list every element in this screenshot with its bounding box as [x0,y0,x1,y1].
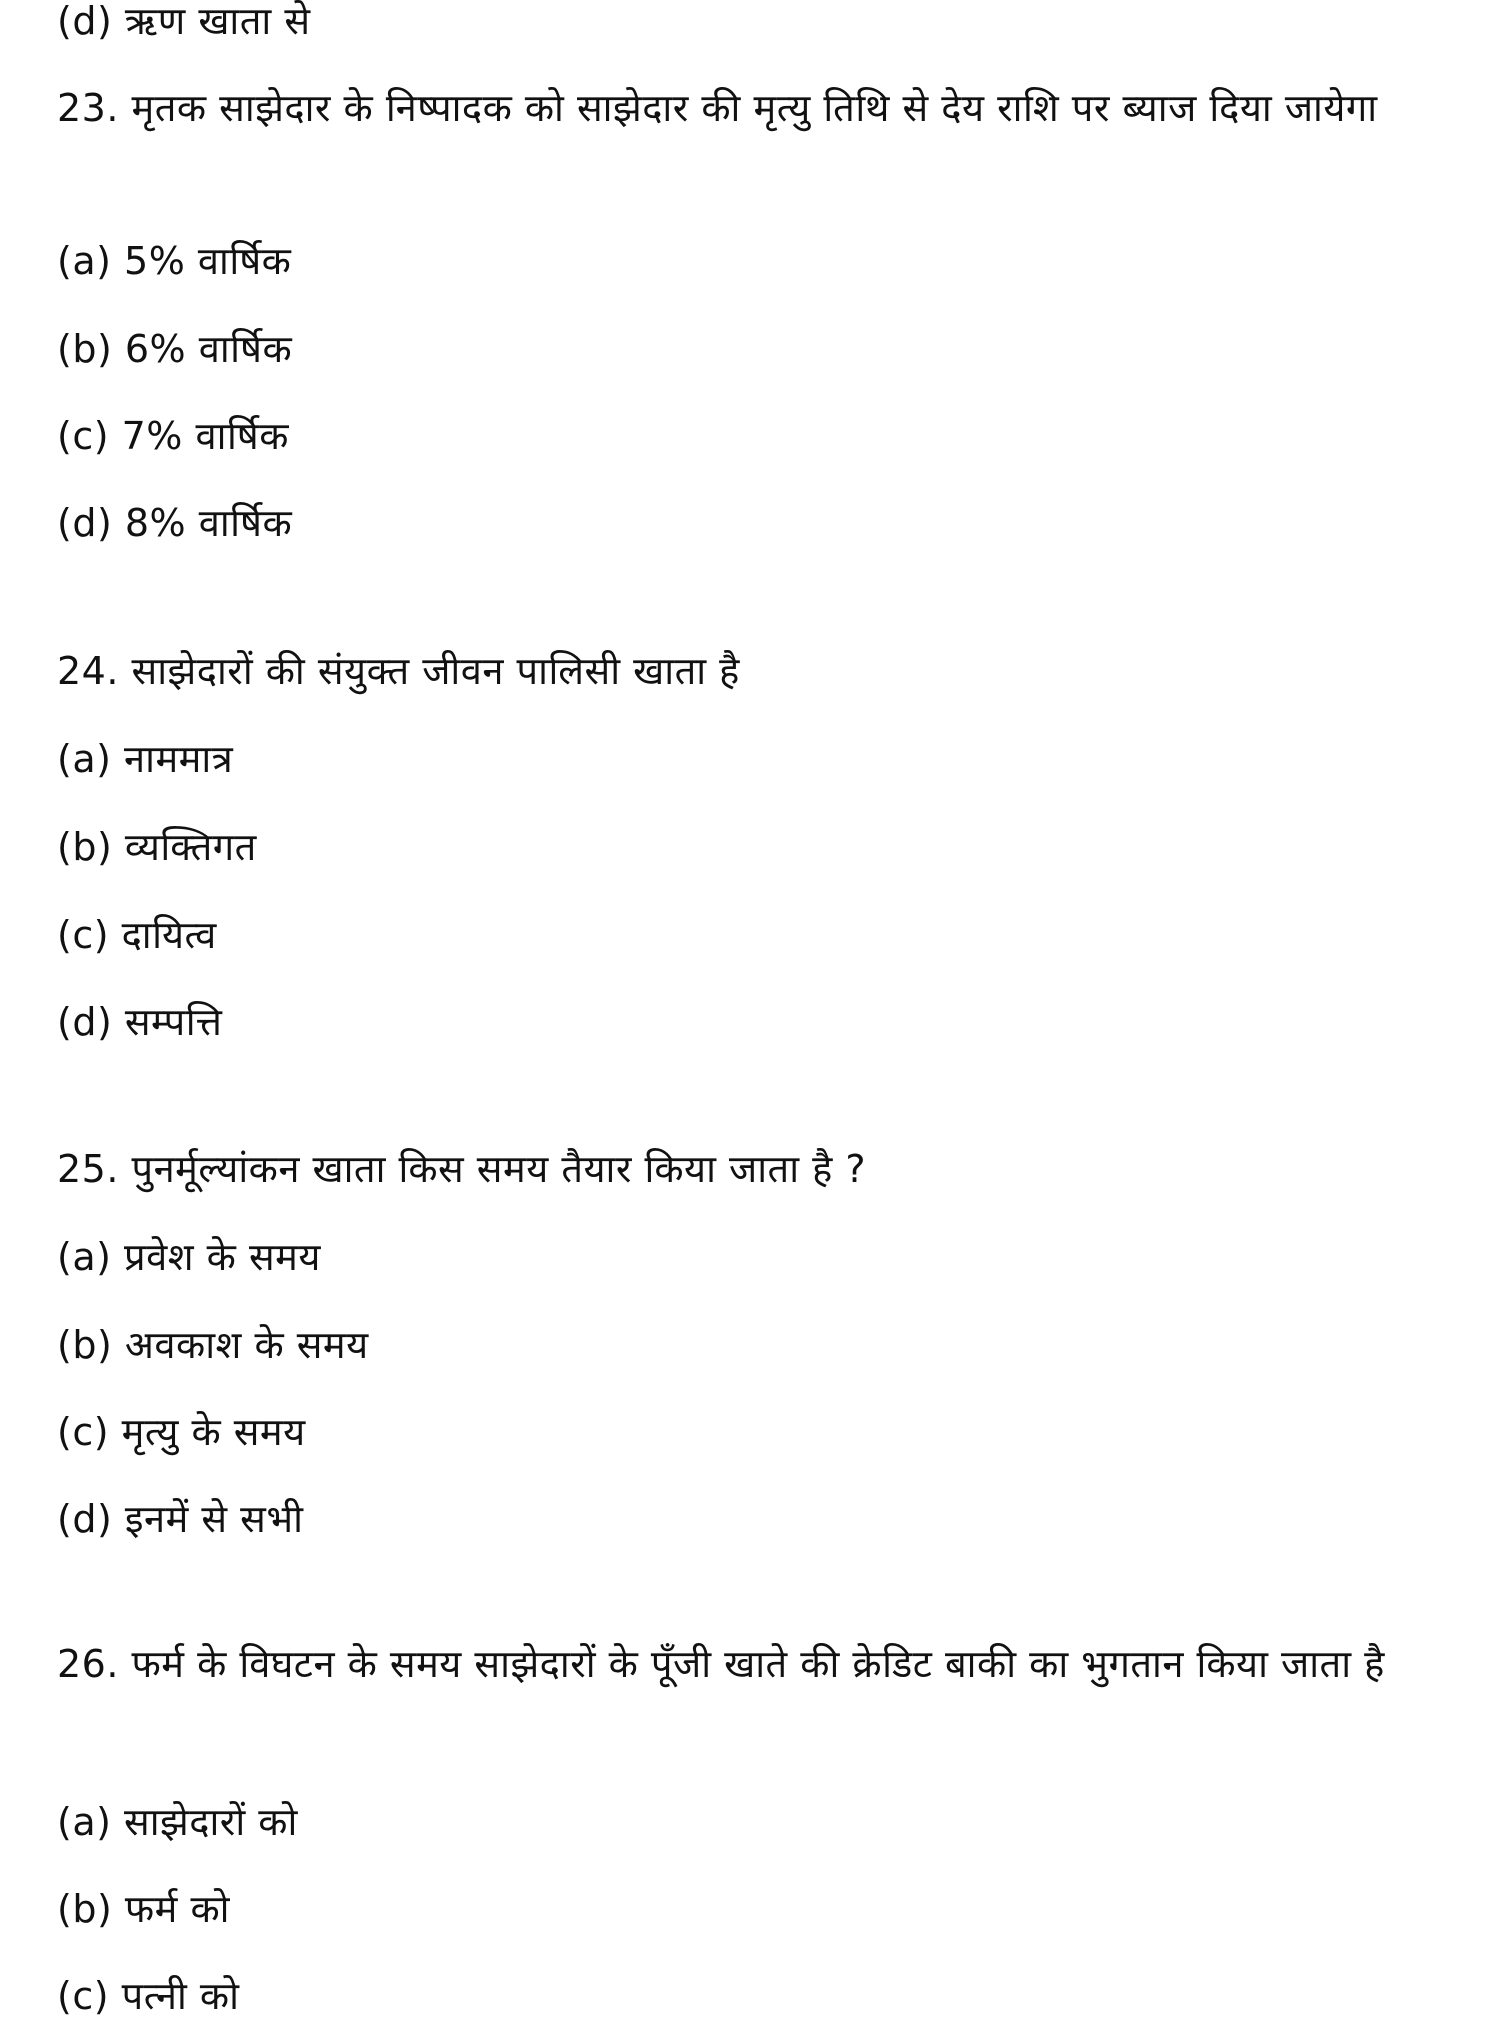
q24-option-b: (b) व्यक्तिगत [57,825,257,869]
q23-option-b: (b) 6% वार्षिक [57,327,293,371]
q25-option-b: (b) अवकाश के समय [57,1323,369,1367]
question-26: 26. फर्म के विघटन के समय साझेदारों के पूँजी खाते की क्रेडिट बाकी का भुगतान किया जाता है [57,1642,1385,1686]
previous-option-d: (d) ऋण खाता से [57,0,311,43]
question-25: 25. पुनर्मूल्यांकन खाता किस समय तैयार किया जाता है ? [57,1147,867,1191]
question-23: 23. मृतक साझेदार के निष्पादक को साझेदार की मृत्यु तिथि से देय राशि पर ब्याज दिया जायेगा [57,86,1378,130]
q25-option-d: (d) इनमें से सभी [57,1497,304,1541]
q23-option-a: (a) 5% वार्षिक [57,239,292,283]
q24-option-c: (c) दायित्व [57,913,217,957]
q26-option-c: (c) पत्नी को [57,1974,240,2018]
q24-option-a: (a) नाममात्र [57,737,234,781]
q25-option-a: (a) प्रवेश के समय [57,1235,321,1279]
q25-option-c: (c) मृत्यु के समय [57,1410,306,1454]
q24-option-d: (d) सम्पत्ति [57,1000,223,1044]
q23-option-c: (c) 7% वार्षिक [57,414,289,458]
question-24: 24. साझेदारों की संयुक्त जीवन पालिसी खाता है [57,649,740,693]
q26-option-b: (b) फर्म को [57,1887,230,1931]
q23-option-d: (d) 8% वार्षिक [57,501,293,545]
q26-option-a: (a) साझेदारों को [57,1800,298,1844]
